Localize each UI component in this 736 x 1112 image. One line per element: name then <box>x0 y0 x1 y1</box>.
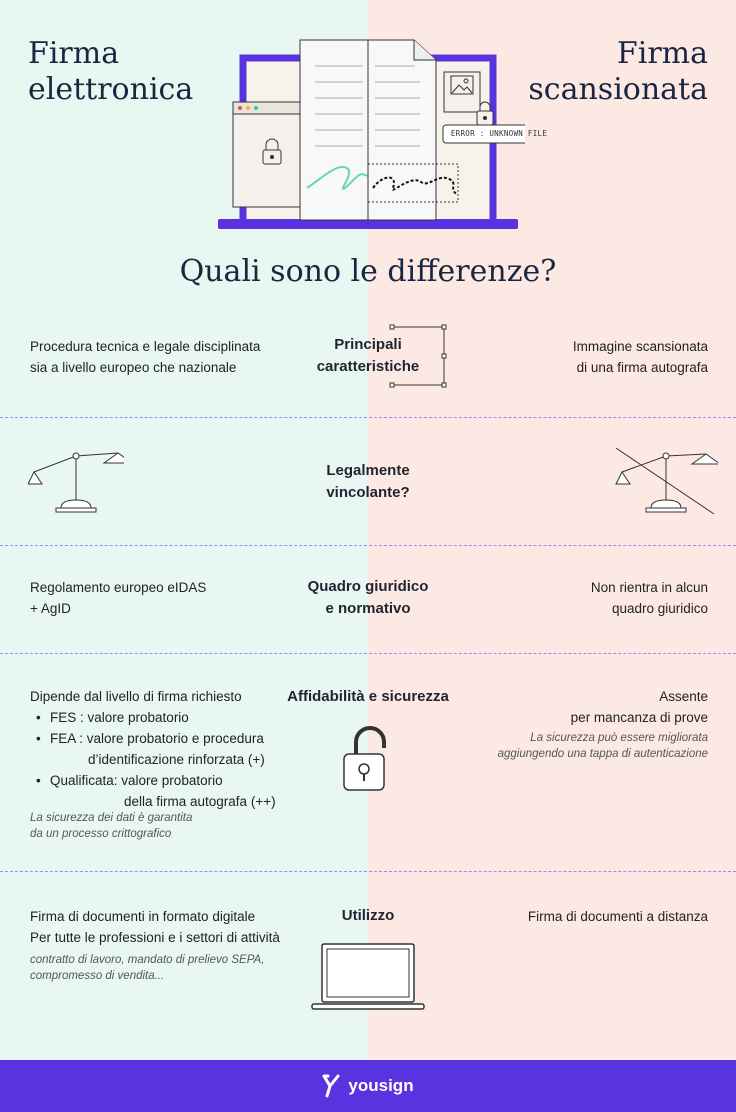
row4-left-note <box>30 810 192 842</box>
row3-left-text <box>30 577 206 619</box>
row5-right-text <box>528 906 708 927</box>
row1-left-line2: sia a livello europeo che nazionale <box>30 360 237 375</box>
row4-right-note <box>498 730 708 762</box>
list-item: • FES : valore probatorio <box>36 710 189 725</box>
title-scanned-line1: Firma <box>616 36 708 71</box>
row3-center-label <box>268 576 468 620</box>
scale-icon <box>28 450 124 516</box>
row5-left-text <box>30 906 280 948</box>
row3-right-text <box>591 577 708 619</box>
row2-center-line2: vincolante? <box>326 484 410 501</box>
row5-center-label <box>268 905 468 927</box>
title-electronic-line1: Firma <box>28 36 120 71</box>
row4-right-note-line2: aggiungendo una tappa di autenticazione <box>497 748 708 760</box>
row2-center-label <box>293 460 443 504</box>
page-heading: Quali sono le differenze? <box>179 254 557 289</box>
row4-right-line2: per mancanza di prove <box>570 710 708 725</box>
title-scanned-word: scansionata <box>528 72 708 107</box>
selection-bracket-icon <box>384 324 448 388</box>
yousign-logo-icon <box>322 1074 342 1098</box>
laptop-icon <box>310 942 426 1012</box>
row3-left-line1: Regolamento europeo eIDAS <box>30 580 207 595</box>
title-electronic-line2 <box>28 72 193 108</box>
row3-right-line1: Non rientra in alcun <box>590 580 708 595</box>
divider <box>0 871 736 872</box>
row3-left-line2: + AgID <box>30 601 71 616</box>
row4-center-line1: Affidabilità e sicurezza <box>287 688 449 705</box>
title-electronic <box>28 36 193 108</box>
row1-center-line1: Principali <box>334 336 402 353</box>
row3-center-line1: Quadro giuridico <box>307 578 429 595</box>
row5-left-note-line1: contratto di lavoro, mandato di prelievo SEPA, <box>30 954 265 966</box>
row4-right-text <box>571 686 708 728</box>
brand-name[interactable]: yousign <box>348 1076 414 1095</box>
row5-left-line2: Per tutte le professioni e i settori di attività <box>30 930 280 945</box>
row1-center-line2: caratteristiche <box>316 358 420 375</box>
bullet-text: FES : valore probatorio <box>50 710 189 725</box>
bullet-text: FEA : valore probatorio e procedura <box>50 731 264 746</box>
row1-right-line1: Immagine scansionata <box>572 339 708 354</box>
row4-left-note-line1: La sicurezza dei dati è garantita <box>30 812 193 824</box>
bullet-continuation: d’identificazione rinforzata (+) <box>88 752 265 767</box>
list-item: • FEA : valore probatorio e procedura d’identificazione rinforzata (+) <box>30 728 330 770</box>
divider <box>0 653 736 654</box>
bullet-text: Qualificata: valore probatorio <box>50 773 223 788</box>
security-levels-list <box>30 707 330 812</box>
row4-left-intro: Dipende dal livello di firma richiesto <box>30 689 242 704</box>
bullet-continuation: della firma autografa (++) <box>124 794 276 809</box>
row1-right-text <box>573 336 708 378</box>
row5-center-line1: Utilizzo <box>341 907 395 924</box>
row5-right-line1: Firma di documenti a distanza <box>527 909 708 924</box>
title-scanned <box>528 36 708 108</box>
title-scanned-line2 <box>528 72 708 108</box>
row4-right-line1: Assente <box>659 689 708 704</box>
row5-left-note <box>30 952 264 984</box>
list-item: • Qualificata: valore probatorio della firma autografa (++) <box>30 770 330 812</box>
error-label: ERROR : UNKNOWN FILE <box>450 129 548 138</box>
row3-right-line2: quadro giuridico <box>611 601 708 616</box>
row3-center-line2: e normativo <box>325 600 411 617</box>
row4-center-label <box>268 686 468 708</box>
divider <box>0 545 736 546</box>
title-electronic-word: elettronica <box>28 72 194 107</box>
divider <box>0 417 736 418</box>
row1-right-line2: di una firma autografa <box>576 360 708 375</box>
scale-crossed-icon <box>614 446 718 516</box>
row1-left-text <box>30 336 260 378</box>
row4-left-note-line2: da un processo crittografico <box>30 828 172 840</box>
row1-left-line1: Procedura tecnica e legale disciplinata <box>30 339 261 354</box>
unlocked-padlock-icon <box>340 722 396 794</box>
row2-center-line1: Legalmente <box>326 462 410 479</box>
row4-right-note-line1: La sicurezza può essere migliorata <box>530 732 708 744</box>
row5-left-line1: Firma di documenti in formato digitale <box>30 909 256 924</box>
footer <box>0 1060 736 1112</box>
row5-left-note-line2: compromesso di vendita... <box>30 970 165 982</box>
